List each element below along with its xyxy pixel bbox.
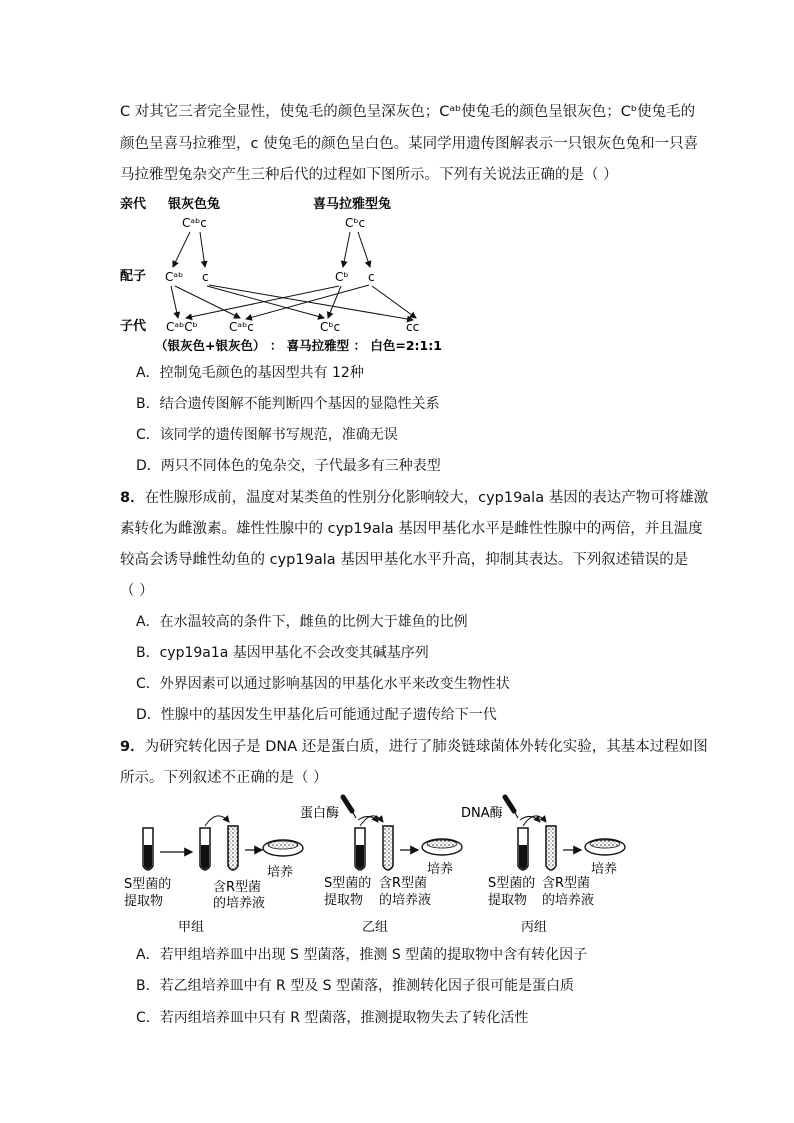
q7-option-a: A．控制兔毛颜色的基因型共有 12种 (136, 365, 364, 381)
q8-option-b: B．cyp19a1a 基因甲基化不会改变其碱基序列 (136, 645, 429, 661)
group-jia (124, 816, 303, 935)
dropper-icon (505, 797, 514, 811)
svg-text:提取物: 提取物 (124, 894, 164, 909)
svg-text:的培养液: 的培养液 (213, 896, 266, 911)
q7-stem-line-1: C 对其它三者完全显性，使兔毛的颜色呈深灰色；Cᵃᵇ使兔毛的颜色呈银灰色；Cᵇ使兔毛的 (120, 104, 696, 120)
gamete-2: c (202, 270, 209, 284)
r-culture-tube-icon (546, 826, 556, 870)
q9-option-b: B．若乙组培养皿中有 R 型及 S 型菌落，推测转化因子很可能是蛋白质 (136, 978, 575, 994)
q8-option-a: A．在水温较高的条件下，雌鱼的比例大于雄鱼的比例 (136, 614, 468, 630)
q8-option-d: D．性腺中的基因发生甲基化后可能通过配子遗传给下一代 (136, 707, 497, 723)
q9-number: 9． (120, 739, 145, 755)
q8-number: 8． (120, 490, 145, 506)
offspring-1: CᵃᵇCᵇ (166, 320, 198, 334)
svg-text:含R型菌: 含R型菌 (379, 876, 428, 891)
offspring-2: Cᵃᵇc (229, 320, 254, 334)
dnase-label: DNA酶 (461, 806, 503, 821)
svg-text:提取物: 提取物 (488, 893, 528, 908)
row-label-parent: 亲代 (120, 197, 147, 212)
parent1-title: 银灰色兔 (168, 197, 221, 212)
gamete-1: Cᵃᵇ (165, 270, 184, 284)
row-label-offspring: 子代 (120, 319, 147, 334)
svg-text:S型菌的: S型菌的 (124, 877, 172, 892)
svg-text:含R型菌: 含R型菌 (542, 876, 591, 891)
svg-text:含R型菌: 含R型菌 (213, 880, 262, 895)
dropper-icon (343, 797, 352, 811)
protease-label: 蛋白酶 (300, 806, 340, 821)
group-label-bing: 丙组 (521, 920, 548, 935)
q8-stem-line-1: 8．在性腺形成前，温度对某类鱼的性别分化影响较大，cyp19ala 基因的表达产物可将雄激 (120, 490, 709, 506)
q9-option-a: A．若甲组培养皿中出现 S 型菌落，推测 S 型菌的提取物中含有转化因子 (136, 947, 588, 963)
svg-text:的培养液: 的培养液 (379, 893, 432, 908)
q9-stem-line-1: 9．为研究转化因子是 DNA 还是蛋白质，进行了肺炎链球菌体外转化实验，其基本过程如图 (120, 739, 708, 755)
group-bing (461, 797, 625, 935)
gamete-3: Cᵇ (335, 270, 349, 284)
group-yi (300, 797, 462, 935)
q7-option-b: B．结合遗传图解不能判断四个基因的显隐性关系 (136, 396, 440, 412)
svg-text:培养: 培养 (427, 862, 454, 877)
offspring-3: Cᵇc (320, 320, 341, 334)
parent2-title: 喜马拉雅型兔 (313, 197, 392, 212)
q8-option-c: C．外界因素可以通过影响基因的甲基化水平来改变生物性状 (136, 676, 510, 692)
phenotype-ratio: （银灰色+银灰色） ： 喜马拉雅型 ： 白色=2:1:1 (155, 338, 442, 353)
r-culture-tube-icon (383, 826, 393, 870)
q8-stem-line-3: 较高会诱导雌性幼鱼的 cyp19ala 基因甲基化水平升高，抑制其表达。下列叙述错误的是 (120, 552, 689, 568)
q9-stem-line-2: 所示。下列叙述不正确的是（ ） (120, 770, 328, 786)
group-label-jia: 甲组 (178, 920, 205, 935)
svg-text:培养: 培养 (267, 865, 294, 880)
q9-option-c: C．若丙组培养皿中只有 R 型菌落，推测提取物失去了转化活性 (136, 1010, 529, 1026)
svg-text:S型菌的: S型菌的 (324, 876, 372, 891)
r-culture-tube-icon (228, 826, 238, 870)
q7-option-c: C．该同学的遗传图解书写规范，准确无误 (136, 427, 398, 443)
svg-text:S型菌的: S型菌的 (488, 876, 536, 891)
q8-stem-line-2: 素转化为雌激素。雄性性腺中的 cyp19ala 基因甲基化水平是雌性性腺中的两倍，并且温度 (120, 521, 703, 537)
q7-stem-line-2: 颜色呈喜马拉雅型，c 使兔毛的颜色呈白色。某同学用遗传图解表示一只银灰色兔和一只喜 (120, 136, 699, 152)
svg-text:培养: 培养 (591, 862, 618, 877)
q8-stem-line-4: （ ） (120, 583, 154, 599)
parent2-genotype: Cᵇc (345, 216, 366, 230)
gamete-4: c (368, 270, 375, 284)
group-label-yi: 乙组 (362, 920, 389, 935)
parent1-genotype: Cᵃᵇc (182, 216, 207, 230)
svg-text:的培养液: 的培养液 (542, 893, 595, 908)
svg-text:提取物: 提取物 (324, 893, 364, 908)
offspring-4: cc (406, 320, 420, 334)
row-label-gamete: 配子 (120, 269, 147, 284)
q7-option-d: D．两只不同体色的兔杂交，子代最多有三种表型 (136, 458, 441, 474)
q7-stem-line-3: 马拉雅型兔杂交产生三种后代的过程如下图所示。下列有关说法正确的是（ ） (120, 167, 618, 183)
